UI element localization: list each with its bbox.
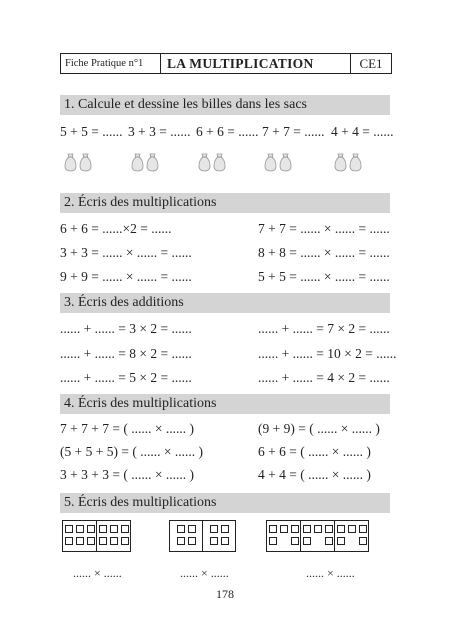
s2-right-2: 8 + 8 = ...... × ...... = ...... [258, 245, 390, 260]
s4-right-3: 4 + 4 = ( ...... × ...... ) [258, 467, 371, 482]
square-icon [76, 525, 84, 533]
square-icon [337, 525, 345, 533]
s2-left-1: 6 + 6 = ......×2 = ...... [60, 221, 172, 236]
grid-cell [170, 521, 203, 551]
square-grid-2 [169, 520, 236, 552]
square-icon [303, 525, 311, 533]
sack-icon [213, 152, 226, 172]
worksheet-number: Fiche Pratique n°1 [61, 54, 161, 73]
square-icon [65, 525, 73, 533]
section-2-title: 2. Écris des multiplications [60, 193, 390, 213]
s5-answer-2: ...... × ...... [180, 566, 229, 580]
square-icon [221, 537, 229, 545]
sack-icon [146, 152, 159, 172]
worksheet-header [60, 53, 392, 74]
square-icon [121, 537, 129, 545]
bag-pair-4 [264, 152, 294, 172]
sack-icon [334, 152, 347, 172]
s5-answer-1: ...... × ...... [73, 566, 122, 580]
square-grid-1 [62, 520, 131, 552]
section-3-title: 3. Écris des additions [60, 293, 390, 313]
s1-exercise-5: 4 + 4 = ...... [331, 124, 394, 139]
square-icon [110, 537, 118, 545]
square-icon [65, 537, 73, 545]
square-icon [210, 525, 218, 533]
grid-cell [203, 521, 235, 551]
sack-icon [349, 152, 362, 172]
s5-answer-3: ...... × ...... [306, 566, 355, 580]
square-icon [280, 525, 288, 533]
grid-cell [301, 521, 335, 551]
square-grid-3 [266, 520, 369, 552]
square-icon [87, 525, 95, 533]
square-icon [314, 525, 322, 533]
sack-icon [131, 152, 144, 172]
square-icon [269, 525, 277, 533]
grid-cell [63, 521, 97, 551]
square-icon [177, 525, 185, 533]
square-icon [359, 525, 367, 533]
s3-right-3: ...... + ...... = 4 × 2 = ...... [258, 370, 390, 385]
square-icon [348, 525, 356, 533]
square-icon [303, 537, 311, 545]
s4-right-1: (9 + 9) = ( ...... × ...... ) [258, 421, 380, 436]
s1-exercise-3: 6 + 6 = ...... [196, 124, 259, 139]
square-icon [110, 525, 118, 533]
page-number: 178 [216, 587, 234, 601]
s1-exercise-2: 3 + 3 = ...... [128, 124, 191, 139]
square-icon [99, 537, 107, 545]
sack-icon [79, 152, 92, 172]
bag-pair-5 [334, 152, 364, 172]
s2-right-1: 7 + 7 = ...... × ...... = ...... [258, 221, 390, 236]
square-icon [188, 537, 196, 545]
square-icon [87, 537, 95, 545]
grid-cell [267, 521, 301, 551]
square-icon [359, 537, 367, 545]
square-icon [325, 525, 333, 533]
square-icon [337, 537, 345, 545]
s4-left-2: (5 + 5 + 5) = ( ...... × ...... ) [60, 444, 203, 459]
sack-icon [264, 152, 277, 172]
s3-left-3: ...... + ...... = 5 × 2 = ...... [60, 370, 192, 385]
square-icon [291, 525, 299, 533]
sack-icon [279, 152, 292, 172]
bag-pair-1 [64, 152, 94, 172]
worksheet-title: LA MULTIPLICATION [161, 54, 351, 73]
s2-left-3: 9 + 9 = ...... × ...... = ...... [60, 269, 192, 284]
square-icon [99, 525, 107, 533]
s2-right-3: 5 + 5 = ...... × ...... = ...... [258, 269, 390, 284]
square-icon [121, 525, 129, 533]
square-icon [188, 525, 196, 533]
grid-cell [97, 521, 130, 551]
square-icon [221, 525, 229, 533]
s3-left-1: ...... + ...... = 3 × 2 = ...... [60, 321, 192, 336]
s1-exercise-4: 7 + 7 = ...... [262, 124, 325, 139]
sack-icon [198, 152, 211, 172]
section-5-title: 5. Écris des multiplications [60, 493, 390, 513]
s3-left-2: ...... + ...... = 8 × 2 = ...... [60, 346, 192, 361]
section-4-title: 4. Écris des multiplications [60, 394, 390, 414]
square-icon [210, 537, 218, 545]
s4-right-2: 6 + 6 = ( ...... × ...... ) [258, 444, 371, 459]
square-icon [325, 537, 333, 545]
s2-left-2: 3 + 3 = ...... × ...... = ...... [60, 245, 192, 260]
s4-left-3: 3 + 3 + 3 = ( ...... × ...... ) [60, 467, 194, 482]
square-icon [76, 537, 84, 545]
section-1-title: 1. Calcule et dessine les billes dans les sacs [60, 95, 390, 115]
bag-pair-2 [131, 152, 161, 172]
bag-pair-3 [198, 152, 228, 172]
s4-left-1: 7 + 7 + 7 = ( ...... × ...... ) [60, 421, 194, 436]
grade-level: CE1 [359, 56, 383, 71]
grid-cell [335, 521, 368, 551]
s3-right-2: ...... + ...... = 10 × 2 = ...... [258, 346, 397, 361]
square-icon [177, 537, 185, 545]
s1-exercise-1: 5 + 5 = ...... [60, 124, 123, 139]
square-icon [291, 537, 299, 545]
square-icon [269, 537, 277, 545]
s3-right-1: ...... + ...... = 7 × 2 = ...... [258, 321, 390, 336]
sack-icon [64, 152, 77, 172]
